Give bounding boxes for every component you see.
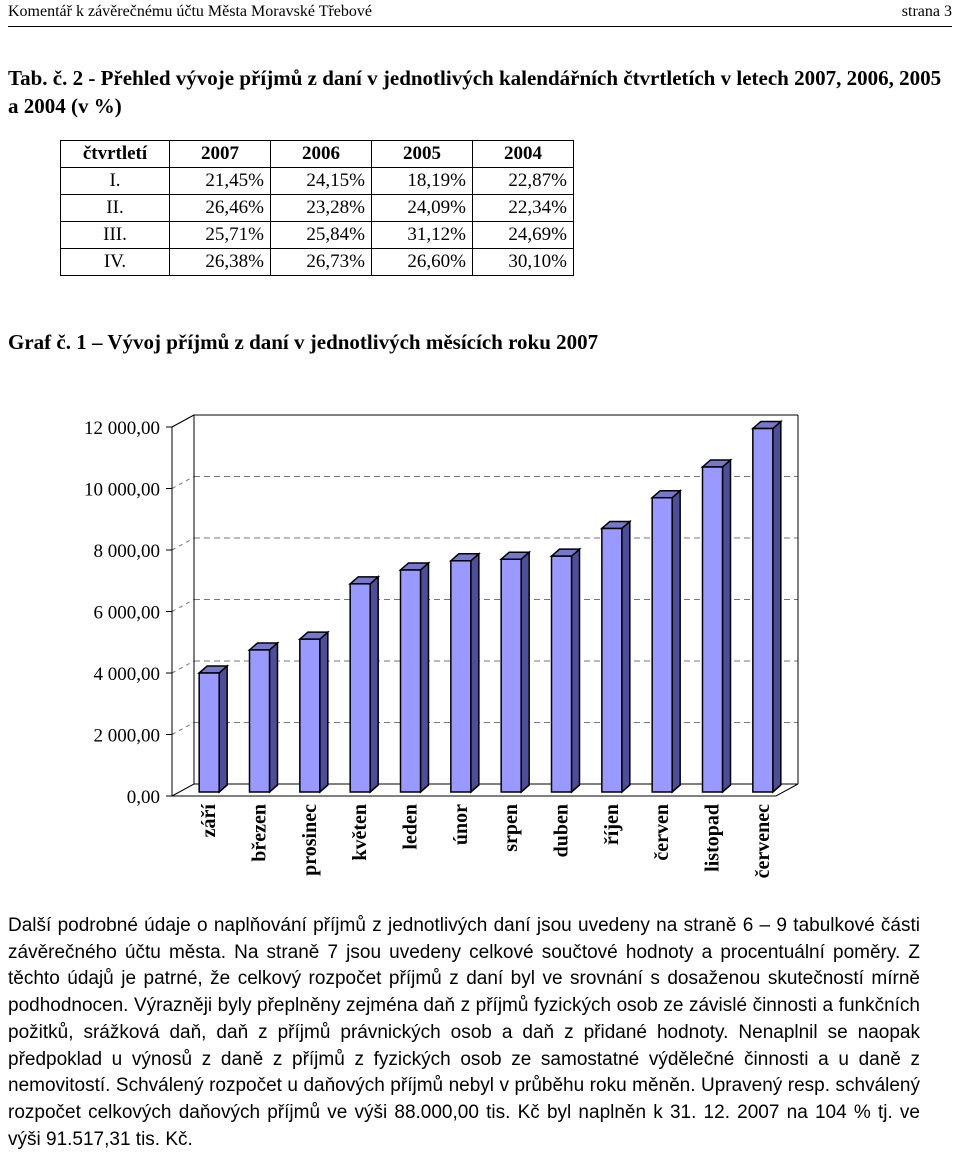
table-cell: 30,10% bbox=[473, 249, 574, 276]
bar bbox=[401, 570, 421, 792]
bar-side bbox=[672, 491, 680, 792]
x-tick-label: listopad bbox=[701, 804, 724, 872]
table-cell: IV. bbox=[61, 249, 170, 276]
top-left-edge bbox=[172, 415, 194, 427]
table-cell: 22,34% bbox=[473, 195, 574, 222]
quarters-table bbox=[60, 140, 574, 276]
table-header-row bbox=[61, 141, 574, 168]
x-tick-label: květen bbox=[349, 804, 372, 861]
table-row bbox=[61, 168, 574, 195]
body-paragraph: Další podrobné údaje o naplňování příjmů z jednotlivých daní jsou uvedeny na straně 6 – 9 tabulkové části závěrečného účtu města. Na straně 7 jsou uvedeny celkové součtové hodnoty a procentuální poměry. Z těchto údajů je patrné, že celkový rozpočet příjmů z daní byl ve srovnání s dosaženou skutečností mírně podhodnocen. Výrazněji byly přeplněny zejména daň z příjmů fyzických osob ze závislé činnosti a funkčních požitků, srážková daň, daň z příjmů právnických osob a daň z přidané hodnoty. Nenaplnil se naopak předpoklad u výnosů z daně z příjmů z fyzických osob ze samostatné výdělečné činnosti a u daně z nemovitostí. Schválený rozpočet u daňových příjmů nebyl v průběhu roku měněn. Upravený resp. schválený rozpočet celkových daňových příjmů ve výši 88.000,00 tis. Kč byl naplněn k 31. 12. 2007 na 104 % tj. ve výši 91.517,31 tis. Kč. bbox=[8, 915, 920, 1150]
x-tick-label: srpen bbox=[500, 804, 523, 852]
bar bbox=[300, 639, 320, 792]
bar bbox=[602, 528, 622, 792]
table-cell: 21,45% bbox=[170, 168, 271, 195]
gridline-side bbox=[172, 600, 194, 612]
column-header: 2006 bbox=[271, 141, 372, 168]
bar-side bbox=[270, 643, 278, 792]
gridline-side bbox=[172, 477, 194, 489]
y-tick-label: 6 000,00 bbox=[93, 602, 160, 624]
table-cell: 25,71% bbox=[170, 222, 271, 249]
bar-side bbox=[320, 632, 328, 792]
y-tick-label: 12 000,00 bbox=[84, 418, 160, 439]
bar-side bbox=[521, 552, 529, 792]
y-tick-label: 2 000,00 bbox=[93, 725, 160, 747]
column-header: 2005 bbox=[372, 141, 473, 168]
table-cell: 18,19% bbox=[372, 168, 473, 195]
table-cell: III. bbox=[61, 222, 170, 249]
table-cell: 24,15% bbox=[271, 168, 372, 195]
graph-title: Graf č. 1 – Vývoj příjmů z daní v jednotlivých měsících roku 2007 bbox=[8, 330, 599, 354]
table-title: Tab. č. 2 - Přehled vývoje příjmů z daní v jednotlivých kalendářních čtvrtletích v letech 2007, 2006, 2005 a 2004 (v %) bbox=[8, 66, 942, 118]
page-number: strana 3 bbox=[901, 3, 952, 20]
column-header: čtvrtletí bbox=[61, 141, 170, 168]
y-tick-label: 10 000,00 bbox=[84, 479, 160, 501]
bar bbox=[501, 559, 521, 792]
table-cell: II. bbox=[61, 195, 170, 222]
x-tick-label: září bbox=[198, 804, 221, 838]
table-cell: I. bbox=[61, 168, 170, 195]
table-cell: 31,12% bbox=[372, 222, 473, 249]
gridline-side bbox=[172, 723, 194, 735]
x-tick-label: prosinec bbox=[298, 804, 321, 876]
bar-side bbox=[622, 521, 630, 792]
x-tick-label: duben bbox=[550, 804, 573, 858]
x-tick-label: březen bbox=[248, 804, 271, 862]
table-cell: 26,73% bbox=[271, 249, 372, 276]
x-tick-label: leden bbox=[399, 804, 422, 850]
table-cell: 26,38% bbox=[170, 249, 271, 276]
bar bbox=[652, 498, 672, 792]
column-header: 2004 bbox=[473, 141, 574, 168]
x-tick-label: únor bbox=[449, 804, 472, 846]
x-tick-label: červenec bbox=[751, 804, 774, 879]
table-cell: 26,60% bbox=[372, 249, 473, 276]
x-tick-label: červen bbox=[651, 804, 674, 861]
table-row bbox=[61, 195, 574, 222]
bar-chart bbox=[0, 400, 960, 900]
table-cell: 23,28% bbox=[271, 195, 372, 222]
bar-side bbox=[219, 666, 227, 792]
bar-side bbox=[773, 422, 781, 792]
bar bbox=[350, 584, 370, 792]
table-cell: 24,09% bbox=[372, 195, 473, 222]
bar-side bbox=[723, 460, 731, 792]
table-cell: 24,69% bbox=[473, 222, 574, 249]
y-tick-label: 8 000,00 bbox=[93, 541, 160, 562]
x-tick-label: říjen bbox=[600, 804, 623, 846]
bar bbox=[451, 561, 471, 792]
gridline-side bbox=[172, 661, 194, 673]
bar bbox=[703, 467, 723, 792]
table-row bbox=[61, 222, 574, 249]
bar bbox=[552, 556, 572, 792]
y-tick-label: 4 000,00 bbox=[93, 664, 160, 685]
table-row bbox=[61, 249, 574, 276]
y-tick-label: 0,00 bbox=[126, 787, 160, 808]
bar bbox=[250, 650, 270, 792]
page-header bbox=[8, 0, 952, 27]
bar-side bbox=[471, 554, 479, 792]
table-cell: 25,84% bbox=[271, 222, 372, 249]
bar bbox=[199, 673, 219, 792]
bar-side bbox=[572, 549, 580, 792]
gridline-side bbox=[172, 538, 194, 550]
table-cell: 22,87% bbox=[473, 168, 574, 195]
bar bbox=[753, 429, 773, 792]
table-cell: 26,46% bbox=[170, 195, 271, 222]
column-header: 2007 bbox=[170, 141, 271, 168]
bar-side bbox=[370, 577, 378, 792]
bar-side bbox=[421, 563, 429, 792]
document-title: Komentář k závěrečnému účtu Města Moravské Třebové bbox=[8, 3, 373, 20]
